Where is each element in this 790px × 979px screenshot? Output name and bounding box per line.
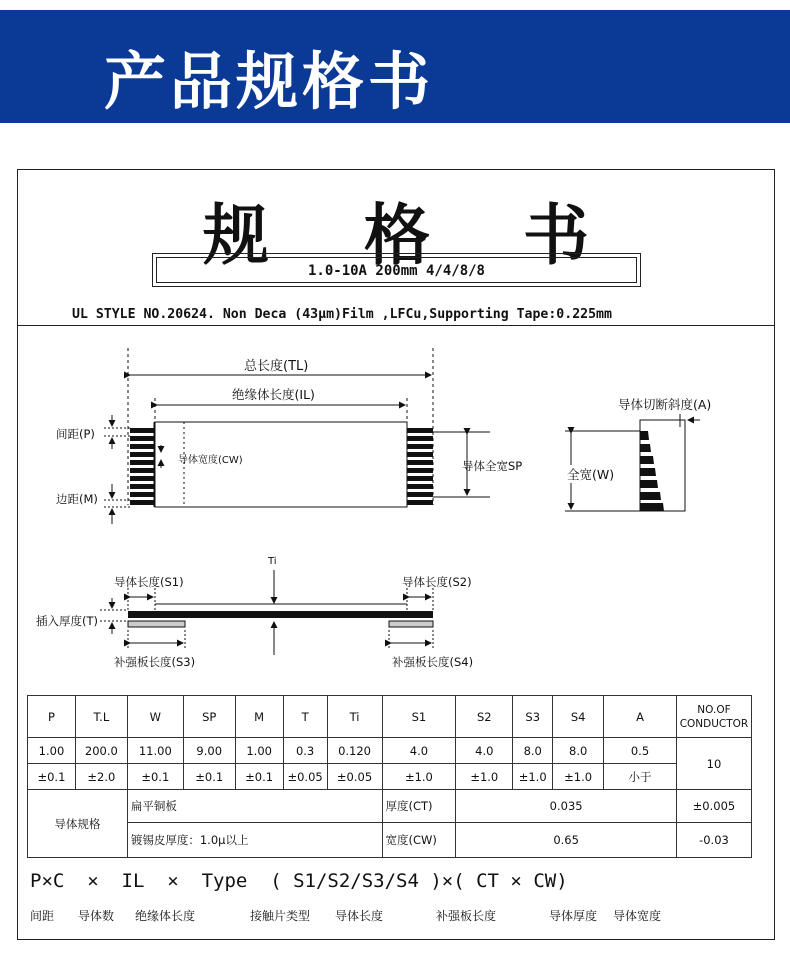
header-cell: Ti	[327, 696, 382, 738]
label-pitch: 间距(P)	[56, 427, 95, 441]
table-tolerance-row	[28, 764, 752, 790]
width-label: 宽度(CW)	[382, 823, 456, 858]
tolerance-cell: ±0.05	[283, 764, 327, 790]
table-value-row	[28, 738, 752, 764]
tolerance-cell: ±0.05	[327, 764, 382, 790]
legend-item: 导体数	[78, 909, 115, 923]
thickness-value: 0.035	[456, 790, 677, 823]
tolerance-cell: ±0.1	[183, 764, 235, 790]
tolerance-cell: ±0.1	[28, 764, 76, 790]
legend-item: 导体厚度	[549, 909, 598, 923]
value-cell: 8.0	[513, 738, 553, 764]
header-cell: SP	[183, 696, 235, 738]
legend-item: 补强板长度	[436, 909, 497, 923]
value-cell: 4.0	[382, 738, 456, 764]
conductor-spec-row	[28, 790, 752, 823]
title-char: 书	[523, 196, 589, 274]
value-cell: 9.00	[183, 738, 235, 764]
legend-item: 导体长度	[335, 909, 384, 923]
value-cell: 0.3	[283, 738, 327, 764]
tolerance-cell: ±2.0	[75, 764, 127, 790]
value-cell: 11.00	[127, 738, 183, 764]
legend-item: 导体宽度	[613, 909, 662, 923]
width-value: 0.65	[456, 823, 677, 858]
flat-copper: 扁平铜板	[127, 790, 382, 823]
legend-item: 接触片类型	[250, 909, 311, 923]
header-cell: S2	[456, 696, 513, 738]
spec-line: 1.0-10A 200mm 4/4/8/8	[156, 257, 637, 283]
header-cell: T	[283, 696, 327, 738]
tin-plating: 镀锡皮厚度：1.0μ以上	[127, 823, 382, 858]
tolerance-cell: ±1.0	[513, 764, 553, 790]
label-cut-angle: 导体切断斜度(A)	[618, 397, 712, 412]
spec-table	[27, 695, 752, 858]
header-no-of-conductor: NO.OF CONDUCTOR	[676, 696, 751, 738]
value-cell: 8.0	[553, 738, 604, 764]
banner-title: 产品规格书	[104, 45, 435, 118]
label-conductor-width: 导体宽度(CW)	[178, 455, 243, 466]
ul-style-line: UL STYLE NO.20624. Non Deca (43μm)Film ,LFCu,Supporting Tape:0.225mm	[72, 307, 612, 322]
value-cell: 0.120	[327, 738, 382, 764]
label-s4: 补强板长度(S4)	[392, 655, 474, 669]
value-cell: 0.5	[604, 738, 677, 764]
label-s1: 导体长度(S1)	[114, 575, 184, 589]
legend-item: 间距	[30, 909, 55, 923]
header-cell: W	[127, 696, 183, 738]
width-tolerance: -0.03	[676, 823, 751, 858]
tolerance-cell: ±1.0	[382, 764, 456, 790]
label-margin: 边距(M)	[56, 492, 98, 506]
conductor-spec-label: 导体规格	[28, 790, 128, 858]
label-insert-thickness: 插入厚度(T)	[36, 614, 98, 628]
tolerance-cell: ±1.0	[456, 764, 513, 790]
header-cell: A	[604, 696, 677, 738]
label-insulation-length: 绝缘体长度(IL)	[232, 387, 315, 402]
header-cell: S3	[513, 696, 553, 738]
tolerance-cell: ±0.1	[235, 764, 283, 790]
header-cell: P	[28, 696, 76, 738]
side-contacts	[640, 431, 664, 511]
part-number-formula: P×C × IL × Type ( S1/S2/S3/S4 )×( CT × CW)	[30, 870, 568, 892]
value-cell: 4.0	[456, 738, 513, 764]
title-char: 格	[364, 196, 430, 274]
header-cell: T.L	[75, 696, 127, 738]
title-char: 规	[203, 196, 269, 274]
header-cell: S4	[553, 696, 604, 738]
label-ti: Ti	[268, 556, 277, 567]
label-s2: 导体长度(S2)	[402, 575, 472, 589]
label-conductor-full-width: 导体全宽SP	[462, 459, 523, 473]
value-cell: 200.0	[75, 738, 127, 764]
tolerance-cell: ±1.0	[553, 764, 604, 790]
label-s3: 补强板长度(S3)	[114, 655, 196, 669]
table-header-row	[28, 696, 752, 738]
right-contacts	[407, 428, 433, 505]
value-cell: 1.00	[28, 738, 76, 764]
conductor-count: 10	[676, 738, 751, 790]
conductor-spec-row	[28, 823, 752, 858]
legend-item: 绝缘体长度	[135, 909, 196, 923]
label-total-length: 总长度(TL)	[244, 359, 309, 374]
thickness-label: 厚度(CT)	[382, 790, 456, 823]
label-full-width: 全宽(W)	[567, 467, 615, 482]
tolerance-cell: ±0.1	[127, 764, 183, 790]
header-cell: S1	[382, 696, 456, 738]
left-contacts	[130, 428, 155, 505]
thickness-tolerance: ±0.005	[676, 790, 751, 823]
header-cell: M	[235, 696, 283, 738]
value-cell: 1.00	[235, 738, 283, 764]
tolerance-cell: 小于	[604, 764, 677, 790]
